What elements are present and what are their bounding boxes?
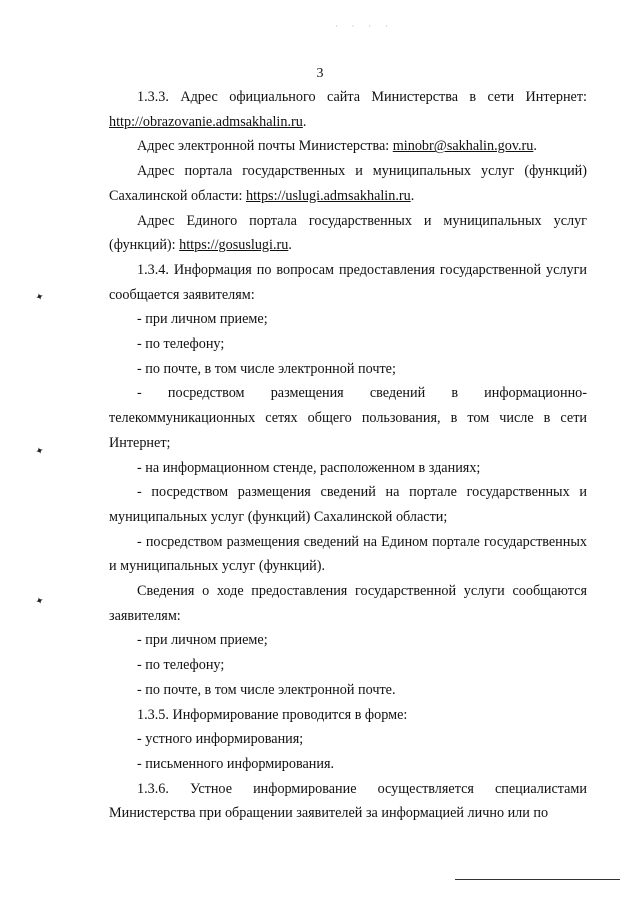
paragraph-text: Адрес электронной почты Министерства: xyxy=(137,138,393,155)
paragraph-text: - по почте, в том числе электронной почте; xyxy=(137,360,396,377)
paragraph xyxy=(109,85,587,134)
binding-mark-icon: ✦ xyxy=(34,594,46,609)
hyperlink-text[interactable]: https://gosuslugi.ru xyxy=(179,237,289,254)
paragraph-text: Адрес портала государственных и муниципальных услуг (функций) Сахалинской области: xyxy=(109,163,587,204)
scan-specks: · · · · xyxy=(335,22,394,31)
paragraph-text: 1.3.6. Устное информирование осуществляется специалистами Министерства при обращении заявителей за информацией лично или по xyxy=(109,780,587,822)
paragraph xyxy=(109,258,587,307)
paragraph xyxy=(109,703,587,728)
paragraph-text: 1.3.4. Информация по вопросам предоставления государственной услуги сообщается заявителям: xyxy=(109,261,587,303)
paragraph-text: - посредством размещения сведений в информационно-телекоммуникационных сетях общего пользования, в том числе в сети Интернет; xyxy=(109,385,587,451)
paragraph xyxy=(109,480,587,529)
paragraph xyxy=(109,727,587,752)
paragraph-text: . xyxy=(410,187,415,204)
paragraph xyxy=(109,159,587,208)
paragraph xyxy=(109,530,587,579)
paragraph-text: 1.3.3. Адрес официального сайта Министерства в сети Интернет: xyxy=(137,89,587,105)
paragraph-text: . xyxy=(533,138,537,155)
binding-mark-icon: ✦ xyxy=(34,290,46,305)
paragraph-text: - посредством размещения сведений на портале государственных и муниципальных услуг (функций) Сахалинской области; xyxy=(109,484,587,525)
paragraph xyxy=(109,678,587,703)
paragraph-text: Адрес Единого портала государственных и муниципальных услуг (функций): xyxy=(109,212,587,254)
hyperlink-text[interactable]: minobr@sakhalin.gov.ru xyxy=(392,138,534,155)
paragraph-text: - по почте, в том числе электронной почте. xyxy=(137,681,396,698)
page-number: 3 xyxy=(316,66,324,81)
paragraph xyxy=(109,752,587,777)
paragraph-text: - устного информирования; xyxy=(137,731,304,748)
footer-rule xyxy=(455,879,620,880)
paragraph-text: - по телефону; xyxy=(137,657,225,674)
paragraph xyxy=(109,332,587,357)
paragraph xyxy=(109,777,587,826)
paragraph xyxy=(109,579,587,628)
paragraph-text: 1.3.5. Информирование проводится в форме: xyxy=(137,706,408,723)
hyperlink-text[interactable]: http://obrazovanie.admsakhalin.ru xyxy=(109,113,303,130)
paragraph xyxy=(109,628,587,653)
paragraph xyxy=(109,209,587,258)
paragraph xyxy=(109,456,587,481)
paragraph xyxy=(109,307,587,332)
paragraph-text: - посредством размещения сведений на Едином портале государственных и муниципальных услуг (функций). xyxy=(109,533,587,575)
paragraph-text: - по телефону; xyxy=(137,336,225,353)
paragraph xyxy=(109,134,587,159)
paragraph-text: - письменного информирования. xyxy=(137,755,335,772)
paragraph-text: Сведения о ходе предоставления государственной услуги сообщаются заявителям: xyxy=(109,583,587,624)
paragraph-text: - на информационном стенде, расположенном в зданиях; xyxy=(137,459,481,476)
paragraph xyxy=(109,653,587,678)
hyperlink-text[interactable]: https://uslugi.admsakhalin.ru xyxy=(245,187,411,204)
paragraph-text: - при личном приеме; xyxy=(137,311,268,328)
paragraph xyxy=(109,381,587,455)
paragraph-text: . xyxy=(302,113,307,130)
document-body xyxy=(109,85,587,826)
paragraph-text: . xyxy=(288,237,292,254)
paragraph-text: - при личном приеме; xyxy=(137,632,268,649)
binding-mark-icon: ✦ xyxy=(34,444,46,459)
paragraph xyxy=(109,357,587,382)
